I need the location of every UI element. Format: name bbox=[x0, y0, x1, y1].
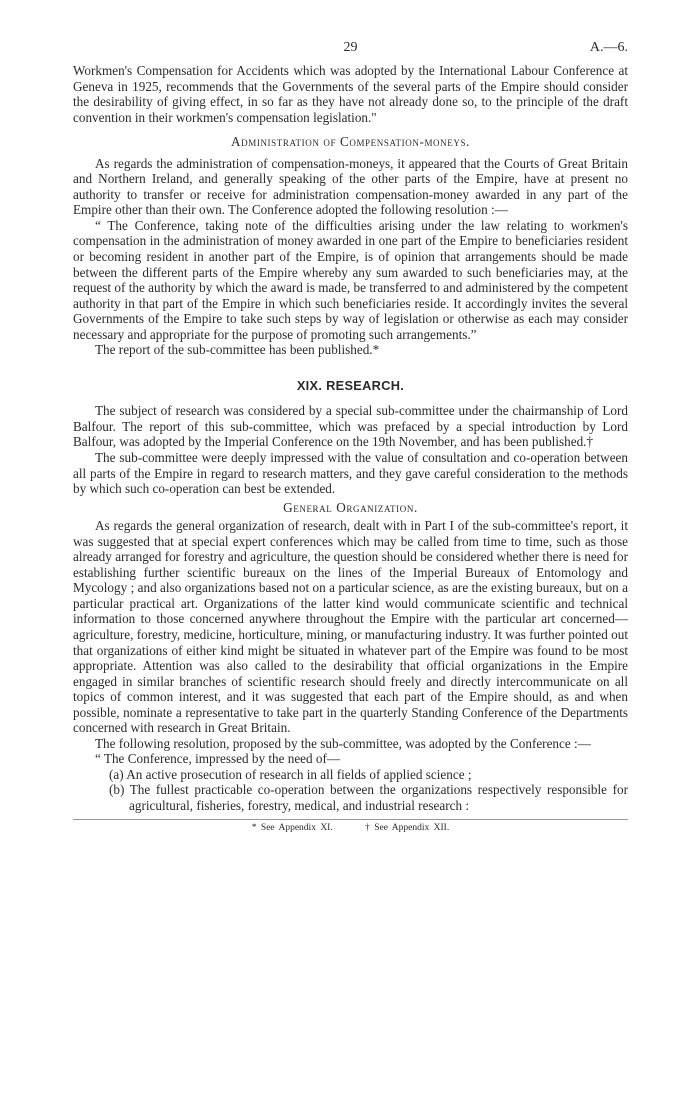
paragraph-research-cooperation: The sub-committee were deeply impressed with the value of consultation and co-operation between all parts of the Empire in regard to research matters, and they gave careful consideration to the methods by which such co-operation can best be extended. bbox=[73, 449, 628, 497]
paragraph-conference-impressed: “ The Conference, impressed by the need of— bbox=[95, 751, 341, 767]
paragraph-research-intro: The subject of research was considered by a special sub-committee under the chairmanship of Lord Balfour. The report of this sub-committee, which was prefaced by a special introduction by Lord Balfour, was adopted by the Imperial Conference on the 19th November, and has been published.† bbox=[73, 403, 628, 450]
section-heading-research: XIX. RESEARCH. bbox=[296, 377, 405, 393]
paragraph-continuation: Workmen's Compensation for Accidents which was adopted by the International Labour Conference at Geneva in 1925, recommends that the Governments of the several parts of the Empire should consider the desirability of giving effect, in so far as they have not already done so, to the principle of the draft convention in their workmen's compensation legislation." bbox=[73, 63, 628, 125]
paragraph-following-resolution: The following resolution, proposed by the sub-committee, was adopted by the Conference :— bbox=[95, 735, 591, 751]
paragraph-admin-intro: As regards the administration of compensation-moneys, it appeared that the Courts of Great Britain and Northern Ireland, and generally speaking of the other parts of the Empire, have at present no authority to transfer or receive for administration compensation-money awarded in any part of the Empire other than their own. The Conference adopted the following resolution :— bbox=[73, 155, 628, 218]
page-header bbox=[73, 40, 628, 62]
footnote-divider bbox=[73, 819, 628, 820]
list-item-b: (b) The fullest practicable co-operation between the organizations respectively responsible for agricultural, fisheries, forestry, medical, and industrial research : bbox=[109, 782, 628, 813]
list-item-a: (a) An active prosecution of research in all fields of applied science ; bbox=[109, 766, 472, 782]
heading-administration: Administration of Compensation-moneys. bbox=[231, 134, 470, 150]
page-number: 29 bbox=[343, 40, 358, 55]
footnote-appendix-xi: * See Appendix XI. bbox=[251, 822, 333, 833]
paragraph-report-published: The report of the sub-committee has been published.* bbox=[95, 342, 380, 358]
heading-general-organization: General Organization. bbox=[283, 499, 418, 515]
document-page bbox=[73, 40, 628, 833]
document-reference: A.—6. bbox=[589, 40, 628, 55]
footnotes bbox=[73, 823, 628, 833]
paragraph-general-organization: As regards the general organization of research, dealt with in Part I of the sub-committee's report, it was suggested that at special expert conferences which may be called from time to time, such as those already arranged for forestry and agriculture, the question should be considered whether there is need for establishing further scientific bureaux on the lines of the Imperial Bureaux of Entomology and Mycology ; and also organizations based not on a particular science, as are the existing bureaux, but on a particular practical art. Organizations of the latter kind would communicate scientific and technical information to those concerned anywhere throughout the Empire with the particular art concerned—agriculture, forestry, medicine, horticulture, mining, or manufacturing industry. It was further pointed out that organizations of either kind might be situated in whatever part of the Empire was found to be most appropriate. Attention was also called to the desirability that official organizations in the Empire engaged in similar branches of scientific research should freely and directly intercommunicate on all topics of common interest, and it was suggested that each part of the Empire should, as and when possible, nominate a representative to take part in the quarterly Standing Conference of the Departments concerned with research in Great Britain. bbox=[73, 518, 628, 736]
footnote-appendix-xii: † See Appendix XII. bbox=[365, 822, 450, 833]
body-text bbox=[73, 63, 628, 814]
paragraph-resolution-quote: “ The Conference, taking note of the difficulties arising under the law relating to workmen's compensation in the administration of money awarded in one part of the Empire to beneficiaries resident or becoming resident in another part of the Empire, is of opinion that arrangements should be made between the different parts of the Empire whereby any sum awarded to such beneficiaries may, at the request of the authority by which the award is made, be transferred to and administered by the competent authority in that part of the Empire in which such beneficiaries reside. It accordingly invites the several Governments of the Empire to take such steps by way of legislation or otherwise as each may consider necessary and appropriate for the purpose of promoting such arrangements.” bbox=[73, 217, 628, 342]
